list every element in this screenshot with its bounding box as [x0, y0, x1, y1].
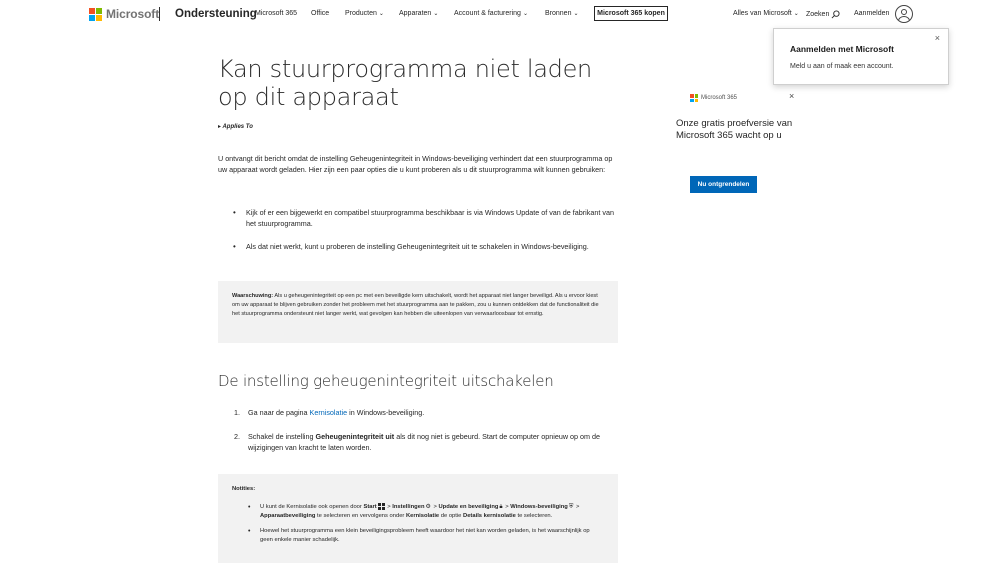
support-home-link[interactable]: Ondersteuning: [175, 8, 257, 20]
signin-popup: [773, 28, 949, 85]
promo-logo-text: Microsoft 365: [701, 95, 738, 101]
list-item: • Hoewel het stuurprogramma een klein beveiligingsprobleem heeft waardoor het niet kan worden geladen, is het waarschijnlijk op geen enkele manier schadelijk.: [232, 527, 604, 545]
close-icon[interactable]: ×: [789, 91, 795, 101]
list-item: • Als dat niet werkt, kunt u proberen de instelling Geheugenintegriteit uit te schakelen in Windows-beveiliging.: [218, 241, 618, 252]
microsoft-logo[interactable]: [89, 7, 159, 21]
warning-label: Waarschuwing:: [232, 293, 274, 299]
nav-item-office[interactable]: Office: [311, 10, 330, 17]
list-item: • U kunt de Kernisolatie ook openen door Start > Instellingen⚙ > Update en beveiliging🔒︎ > Windows-beveiliging⛨ > Apparaatbeveiliging te selecteren en vervolgens onder Kernisolatie de optie Details kernisolatie te selecteren.: [232, 503, 604, 521]
popup-text: Meld u aan of maak een account.: [790, 63, 894, 70]
nav-item-account[interactable]: Account & facturering ⌄: [454, 10, 528, 17]
account-avatar-icon[interactable]: [895, 5, 913, 23]
section-heading: De instelling geheugenintegriteit uitschakelen: [218, 372, 554, 390]
chevron-down-icon: ⌄: [522, 11, 528, 17]
step-item: 2. Schakel de instelling Geheugenintegriteit uit als dit nog niet is gebeurd. Start de computer opnieuw op om de wijzigingen van kracht te laten worden.: [234, 432, 600, 452]
steps-list: [218, 407, 618, 466]
options-list: [218, 207, 618, 264]
applies-to-toggle[interactable]: ▸ Applies To: [218, 124, 253, 130]
buy-microsoft365-button[interactable]: Microsoft 365 kopen: [594, 6, 668, 21]
promo-title: Onze gratis proefversie van Microsoft 365 wacht op u: [676, 118, 793, 141]
page-title: Kan stuurprogramma niet laden op dit apparaat: [218, 55, 592, 111]
step-item: 1. Ga naar de pagina Kernisolatie in Windows-beveiliging.: [234, 408, 425, 417]
all-microsoft-menu[interactable]: Alles van Microsoft ⌄: [733, 10, 799, 17]
search-icon: [831, 10, 840, 19]
close-icon[interactable]: ×: [934, 33, 940, 43]
nav-item-bronnen[interactable]: Bronnen ⌄: [545, 10, 579, 17]
nav-item-apparaten[interactable]: Apparaten ⌄: [399, 10, 439, 17]
unlock-button[interactable]: Nu ontgrendelen: [690, 176, 757, 193]
list-item: • Kijk of er een bijgewerkt en compatibel stuurprogramma beschikbaar is via Windows Update of van de fabrikant van het stuurprogramma.: [218, 207, 618, 229]
notes-title: Notities:: [232, 486, 256, 492]
shield-icon: ⛨: [568, 504, 574, 511]
popup-title[interactable]: Aanmelden met Microsoft: [790, 44, 894, 54]
intro-paragraph: U ontvangt dit bericht omdat de instelling Geheugenintegriteit in Windows-beveiliging verhindert dat een stuurprogramma op uw apparaat wordt geladen. Hier zijn een paar opties die u kunt proberen als u dit stuurprogramma wilt kunnen gebruiken:: [218, 154, 613, 174]
warning-text: Als u geheugenintegriteit op een pc met een beveiligde kern uitschakelt, wordt het apparaat niet langer beveiligd. Als u ervoor kiest om uw apparaat te blijven gebruiken zonder het probleem met het stuurprogramma aan te pakken, zou u kunnen ontdekken dat de functionaliteit die het stuurprogramma ondersteunt niet langer werkt, wat gevolgen kan hebben die uiteenlopen van verwaarloosbaar tot ernstig.: [232, 293, 599, 317]
gear-icon: ⚙: [425, 504, 431, 511]
chevron-down-icon: ⌄: [433, 11, 439, 17]
chevron-down-icon: ⌄: [793, 11, 799, 17]
nav-item-producten[interactable]: Producten ⌄: [345, 10, 384, 17]
microsoft-logo-icon: [690, 94, 698, 102]
windows-start-icon: [378, 503, 385, 510]
header-divider: [159, 7, 160, 21]
microsoft365-logo: [690, 94, 737, 102]
lock-icon: 🔒︎: [499, 504, 503, 511]
site-header: [0, 0, 1000, 30]
logo-text: Microsoft: [106, 7, 160, 21]
notes-box: [218, 474, 618, 563]
warning-box: [218, 281, 618, 343]
chevron-down-icon: ⌄: [378, 11, 384, 17]
nav-item-microsoft365[interactable]: Microsoft 365: [255, 10, 298, 17]
search-button[interactable]: Zoeken: [806, 10, 840, 19]
microsoft-logo-icon: [89, 8, 102, 21]
chevron-down-icon: ⌄: [573, 11, 579, 17]
kernisolatie-link[interactable]: Kernisolatie: [309, 408, 348, 417]
signin-link[interactable]: Aanmelden: [854, 10, 890, 17]
